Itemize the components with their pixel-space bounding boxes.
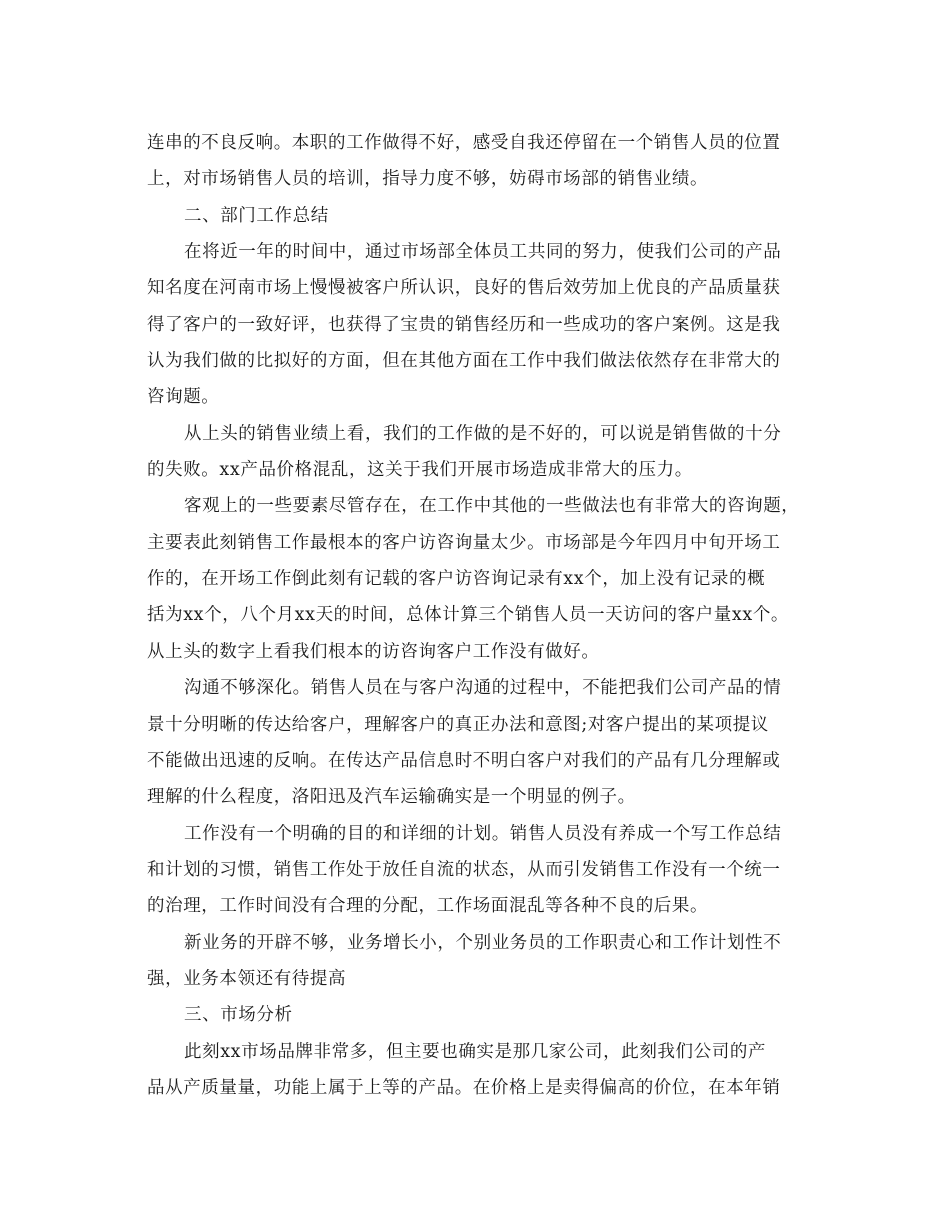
text-line: 景十分明晰的传达给客户，理解客户的真正办法和意图;对客户提出的某项提议: [147, 714, 769, 735]
text-line: 从上头的销售业绩上看，我们的工作做的是不好的，可以说是销售做的十分: [184, 423, 782, 444]
text-line: 主要表此刻销售工作最根本的客户访咨询量太少。市场部是今年四月中旬开场工: [147, 532, 781, 553]
text-line: 和计划的习惯，销售工作处于放任自流的状态，从而引发销售工作没有一个统一: [147, 859, 781, 880]
text-line: 新业务的开辟不够，业务增长小，个别业务员的工作职责心和工作计划性不: [184, 932, 782, 953]
document-body: [147, 125, 812, 1106]
text-line: 作的，在开场工作倒此刻有记载的客户访咨询记录有xx个，加上没有记录的概: [147, 569, 766, 590]
section-heading: 三、市场分析: [184, 1005, 293, 1026]
text-line: 知名度在河南市场上慢慢被客户所认识，良好的售后效劳加上优良的产品质量获: [147, 278, 781, 299]
text-line: 咨询题。: [147, 387, 220, 408]
text-line: 在将近一年的时间中，通过市场部全体员工共同的努力，使我们公司的产品: [184, 242, 782, 263]
text-line: 工作没有一个明确的目的和详细的计划。销售人员没有养成一个写工作总结: [184, 823, 782, 844]
text-line: 连串的不良反响。本职的工作做得不好，感受自我还停留在一个销售人员的位置: [147, 133, 781, 153]
text-line: 客观上的一些要素尽管存在，在工作中其他的一些做法也有非常大的咨询题，: [184, 496, 800, 517]
text-line: 的失败。xx产品价格混乱，这关于我们开展市场造成非常大的压力。: [147, 460, 693, 481]
text-line: 理解的什么程度，洛阳迅及汽车运输确实是一个明显的例子。: [147, 787, 636, 808]
text-line: 品从产质量量，功能上属于上等的产品。在价格上是卖得偏高的价位，在本年销: [147, 1077, 781, 1098]
text-line: 沟通不够深化。销售人员在与客户沟通的过程中，不能把我们公司产品的情: [184, 678, 782, 699]
text-line: 得了客户的一致好评，也获得了宝贵的销售经历和一些成功的客户案例。这是我: [147, 314, 781, 335]
text-line: 的治理，工作时间没有合理的分配，工作场面混乱等各种不良的后果。: [147, 896, 709, 917]
text-line: 认为我们做的比拟好的方面，但在其他方面在工作中我们做法依然存在非常大的: [147, 351, 781, 372]
text-line: 从上头的数字上看我们根本的访咨询客户工作没有做好。: [147, 641, 600, 662]
section-heading: 二、部门工作总结: [184, 205, 329, 226]
text-line: 强，业务本领还有待提高: [147, 968, 347, 989]
text-line: 此刻xx市场品牌非常多，但主要也确实是那几家公司，此刻我们公司的产: [184, 1041, 767, 1062]
text-line: 括为xx个，八个月xx天的时间，总体计算三个销售人员一天访问的客户量xx个。: [147, 605, 790, 626]
text-line: 上，对市场销售人员的培训，指导力度不够，妨碍市场部的销售业绩。: [147, 169, 709, 190]
text-line: 不能做出迅速的反响。在传达产品信息时不明白客户对我们的产品有几分理解或: [147, 750, 781, 771]
